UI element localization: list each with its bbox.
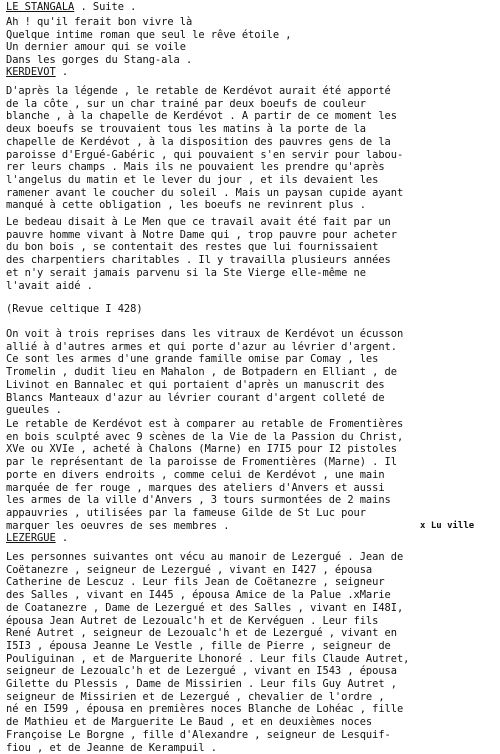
paragraph-line: Tromelin , dudit lieu en Mahalon , de Botpadern en Elliant , de — [6, 366, 397, 379]
section-heading-stangala-title: LE STANGALA — [6, 1, 75, 13]
paragraph-line: en bois sculpté avec 9 scènes de la Vie de la Passion du Christ, — [6, 430, 404, 443]
paragraph-line: Ce sont les armes d'une grande famille omise par Comay , les — [6, 353, 379, 366]
section-heading-lezergue-suffix: . — [61, 532, 69, 544]
paragraph-line: les armes de la ville d'Anvers , 3 tours surmontées de 2 mains — [6, 494, 391, 507]
paragraph-line: marquer les oeuvres de ses membres . — [6, 519, 230, 532]
paragraph-line: XVe ou XVIe , acheté à Chalons (Marne) en I7I5 pour I2 pistoles — [6, 443, 397, 456]
section-heading-stangala-suffix: . Suite . — [80, 1, 137, 13]
paragraph-line: épousa Jean Autret de Lezoualc'h et de Kervéguen . Leur fils — [6, 614, 379, 627]
section-heading-stangala — [6, 1, 136, 13]
paragraph-line: deux boeufs se trouvaient tous les matins à la porte de la — [6, 123, 366, 136]
paragraph-line: Le bedeau disait à Le Men que ce travail avait été fait par un — [6, 216, 391, 228]
poem-line: Dans les gorges du Stang-ala . — [6, 54, 193, 67]
paragraph-line: du bon bois , se contentait des restes que lui fournissaient — [6, 241, 379, 254]
paragraph-line: René Autret , seigneur de Lezoualc'h et de Lezergué , vivant en — [6, 627, 397, 640]
paragraph-line: l'angelus du matin et le lever du jour , et ils devaient les — [6, 173, 379, 186]
paragraph-line: pauvre homme vivant à Notre Dame qui , trop pauvre pour acheter — [6, 228, 397, 241]
paragraph-line: Gilette du Plessis , Dame de Missirien . Leur fils Guy Autret , — [6, 678, 397, 690]
paragraph-line: par le représentant de la paroisse de Fromentières (Marne) . Il — [6, 456, 397, 469]
paragraph-line: et n'y serait jamais parvenu si la Ste Vierge elle-même ne — [6, 266, 366, 279]
section-heading-lezergue — [6, 532, 68, 544]
section-heading-kerdevot-suffix: . — [61, 66, 69, 78]
paragraph-line: paroisse d'Ergué-Gabéric , qui pouvaient s'en servir pour labou- — [6, 148, 404, 161]
paragraph-line: porte en divers endroits , comme celui de Kerdévot , une main — [6, 468, 385, 481]
paragraph-line: de la côte , sur un char trainé par deux boeufs de couleur — [6, 97, 366, 110]
paragraph-line: Françoise Le Borgne , fille d'Alexandre , seigneur de Lesquif- — [6, 728, 391, 741]
reference-line: (Revue celtique I 428) — [6, 303, 143, 315]
paragraph-line: marquée de fer rouge , marques des ateliers d'Anvers et aussi — [6, 481, 385, 494]
poem-line: Ah ! qu'il ferait bon vivre là — [6, 16, 193, 28]
paragraph-line: l'avait aidé . — [6, 279, 93, 292]
paragraph-line: seigneur de Lezoualc'h et de Lezergué , vivant en I543 , épousa — [6, 665, 397, 678]
paragraph-line: de Coatanezre , Dame de Lezergué et des Salles , vivant en I48I, — [6, 601, 404, 614]
paragraph-line: Les personnes suivantes ont vécu au manoir de Lezergué . Jean de — [6, 551, 404, 563]
section-heading-kerdevot-title: KERDEVOT — [6, 66, 56, 78]
section-heading-lezergue-title: LEZERGUE — [6, 532, 56, 544]
paragraph-line: né en I599 , épousa en premières noces Blanche de Lohéac , fille — [6, 703, 404, 716]
paragraph-line: appauvries , utilisées par la fameuse Gilde de St Luc pour — [6, 506, 366, 519]
paragraph-line: allié à d'autres armes et qui porte d'azur au lévrier d'argent. — [6, 340, 397, 353]
paragraph-line: seigneur de Missirien et de Lezergué , chevalier de l'ordre , — [6, 690, 385, 703]
paragraph-line: rer leurs champs . Mais ils ne pouvaient les prendre qu'après — [6, 161, 385, 174]
paragraph-line: Pouliguinan , et de Marguerite Lhonoré . Leur fils Claude Autret, — [6, 652, 410, 665]
paragraph-line: I5I3 , épousa Jeanne Le Vestle , fille de Pierre , seigneur de — [6, 639, 391, 652]
paragraph-line: blanche , à la chapelle de Kerdévot . A partir de ce moment les — [6, 110, 397, 123]
poem-line: Un dernier amour qui se voile — [6, 41, 186, 54]
poem-line: Quelque intime roman que seul le rêve étoile , — [6, 28, 292, 41]
paragraph-line: D'après la légende , le retable de Kerdévot aurait été apporté — [6, 85, 391, 97]
paragraph-line: Blancs Manteaux d'azur au lévrier courant d'argent colleté de — [6, 391, 385, 404]
paragraph-line: Catherine de Lescuz . Leur fils Jean de Coëtanezre , seigneur — [6, 576, 385, 589]
paragraph-line: gueules . — [6, 404, 62, 417]
paragraph-line: des charpentiers charitables . Il y travailla plusieurs années — [6, 254, 391, 267]
paragraph-line: Le retable de Kerdévot est à comparer au retable de Fromentières — [6, 418, 404, 430]
paragraph-line: chapelle de Kerdévot , à la disposition des pauvres gens de la — [6, 135, 391, 148]
paragraph-line: de Mathieu et de Marguerite Le Baud , et en deuxièmes noces — [6, 716, 373, 729]
section-heading-kerdevot — [6, 66, 68, 78]
paragraph-line: des Salles , vivant en I445 , épousa Amice de la Palue .xMarie — [6, 589, 391, 602]
paragraph-line: Coëtanezre , seigneur de Lezergué , vivant en I427 , épousa — [6, 563, 373, 576]
paragraph-line: manqué à cette obligation , les boeufs ne revinrent plus . — [6, 199, 366, 212]
paragraph-line: fiou , et de Jeanne de Kerampuil . — [6, 741, 217, 754]
margin-note: x Lu ville — [420, 521, 475, 531]
paragraph-line: On voit à trois reprises dans les vitraux de Kerdévot un écusson — [6, 328, 404, 340]
paragraph-line: Livinot en Bannalec et qui portaient d'après un manuscrit des — [6, 378, 385, 391]
paragraph-line: ramener avant le coucher du soleil . Mais un paysan cupide ayant — [6, 186, 404, 199]
